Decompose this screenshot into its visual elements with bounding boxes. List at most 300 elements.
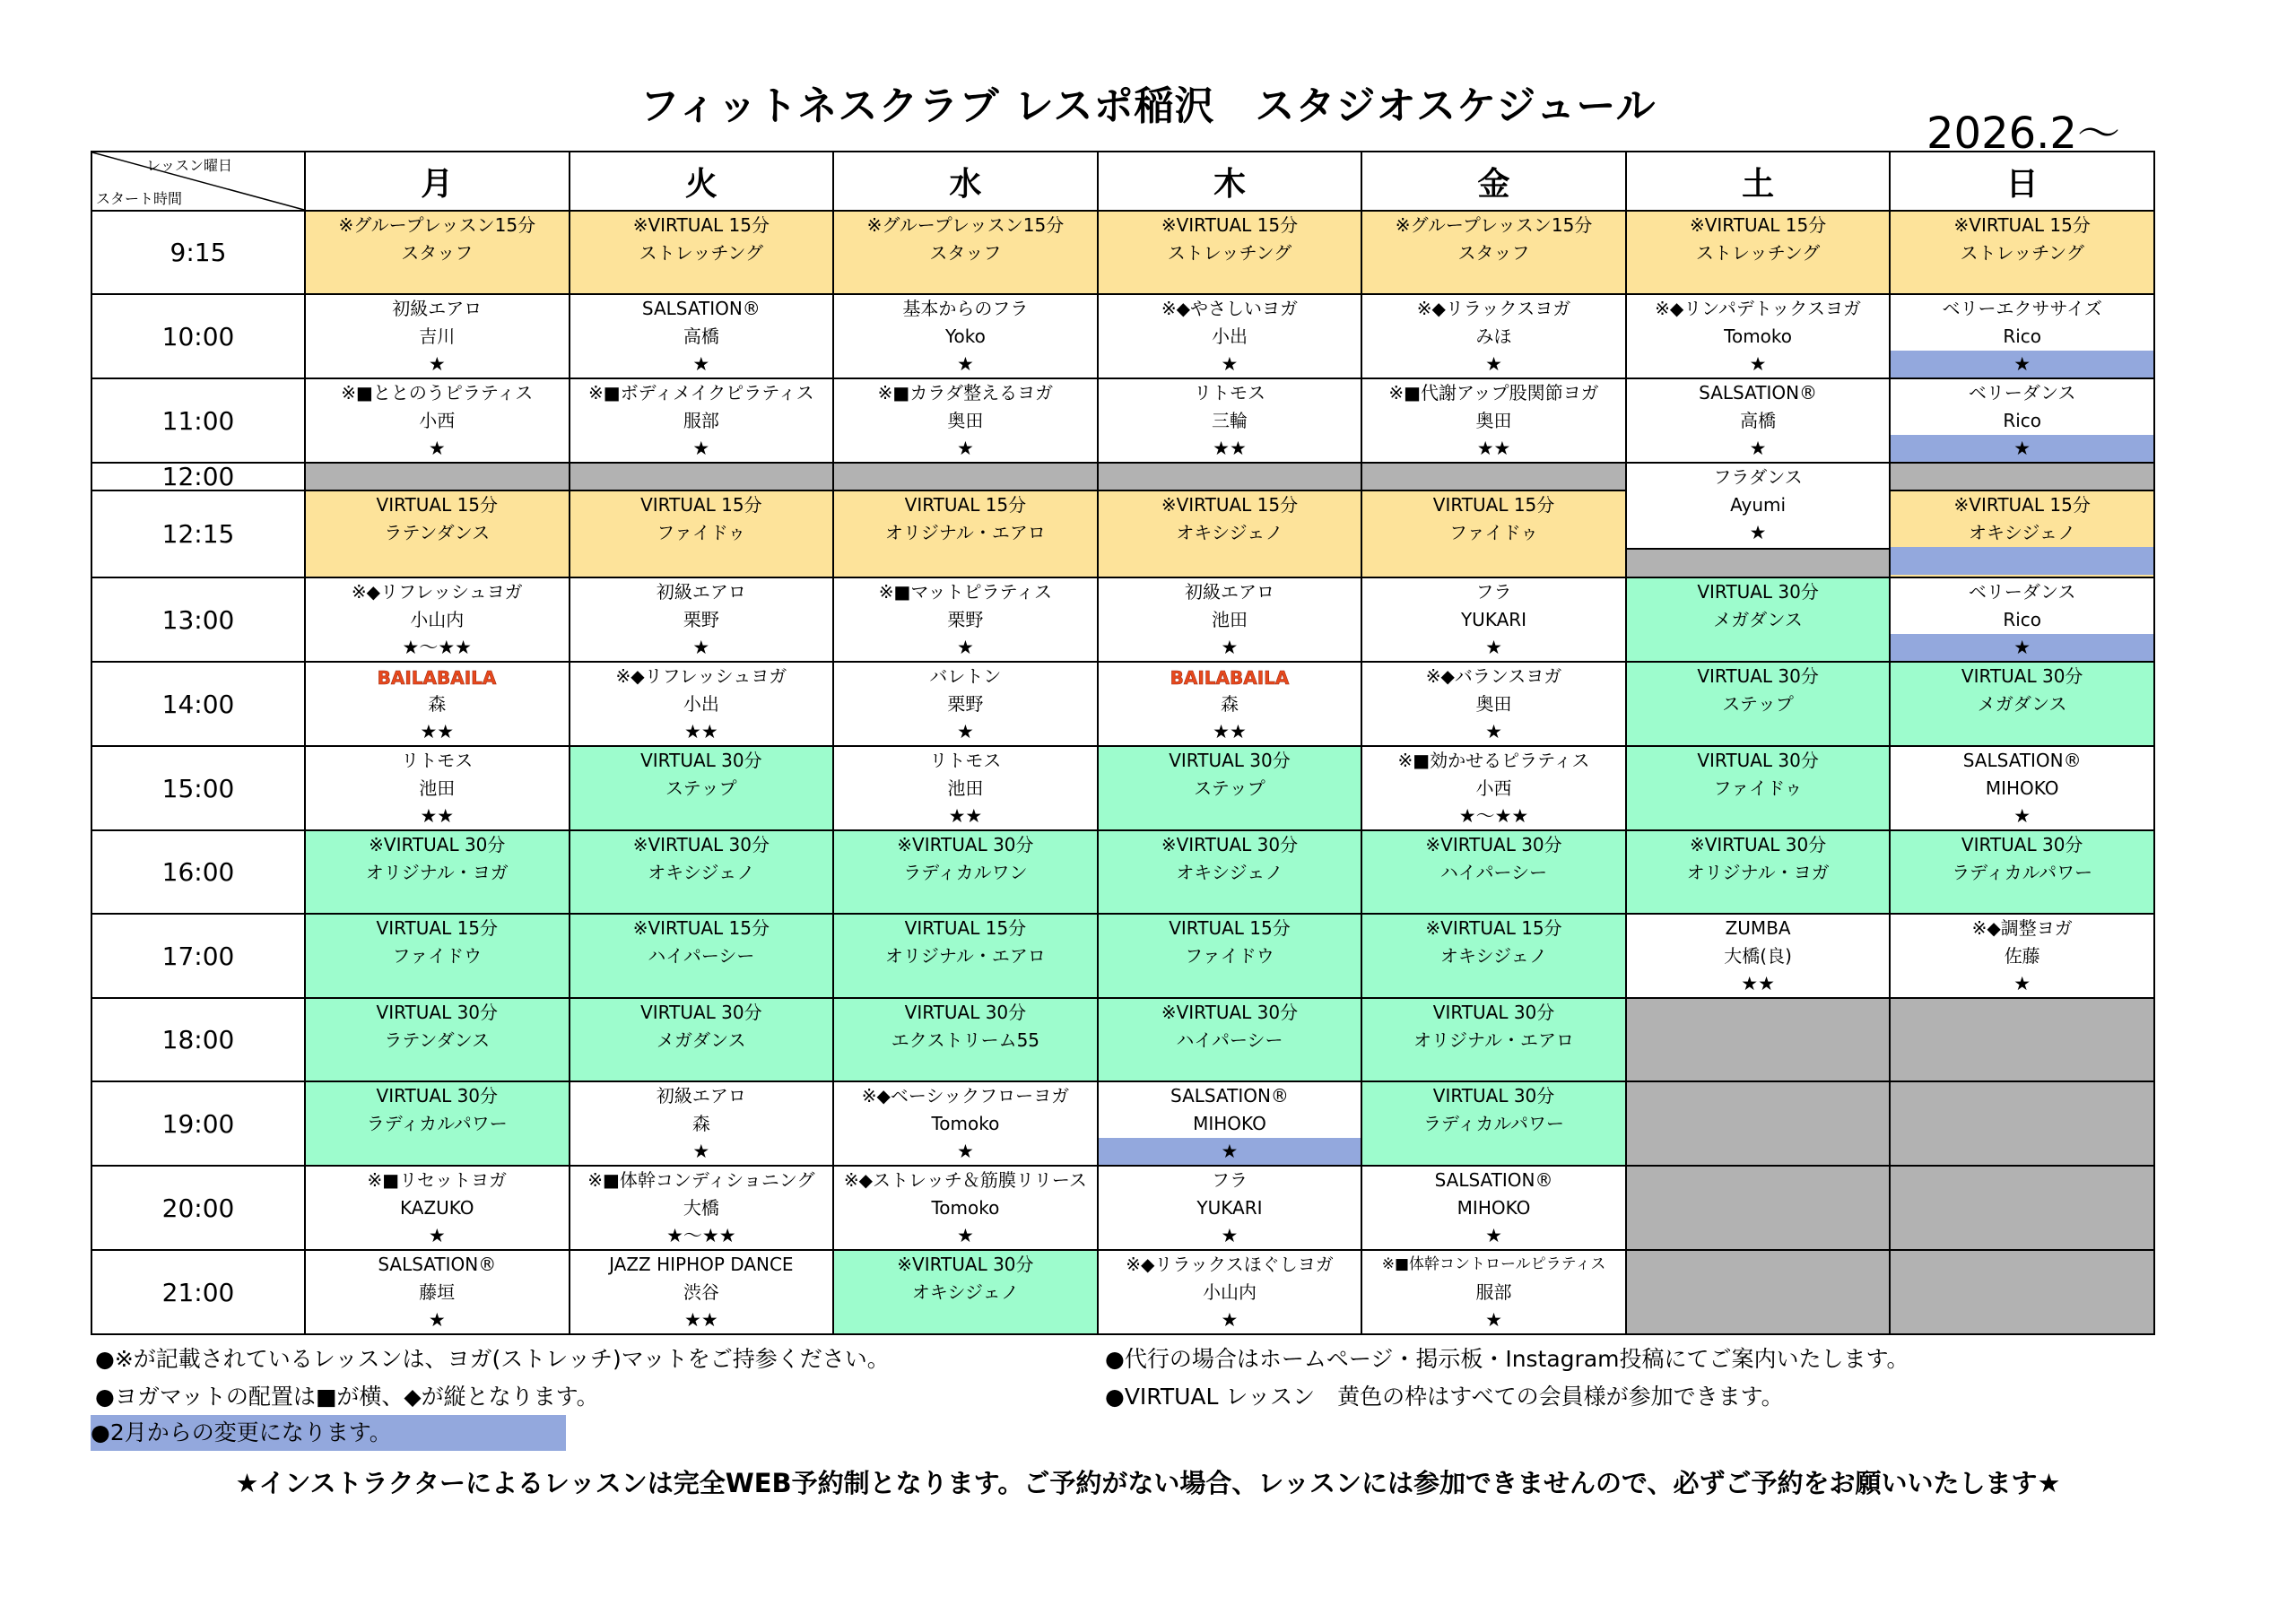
- lesson-detail: ステップ: [1194, 777, 1265, 799]
- time-row: [91, 577, 2154, 662]
- level-stars: ★: [1485, 1225, 1502, 1246]
- lesson-name: SALSATION®: [1170, 1085, 1289, 1107]
- empty-slot: [1626, 998, 1891, 1081]
- lesson-name: VIRTUAL 30分: [1432, 1085, 1555, 1107]
- lesson-detail: オリジナル・エアロ: [884, 945, 1046, 967]
- lesson-cell: [305, 746, 570, 830]
- time-label: 10:00: [91, 294, 305, 378]
- lesson-cell: [1098, 577, 1362, 662]
- empty-slot: [1626, 1081, 1891, 1166]
- time-row: [91, 914, 2154, 998]
- lesson-detail: ストレッチング: [1695, 242, 1821, 264]
- lesson-detail: オリジナル・ヨガ: [1686, 862, 1830, 883]
- time-label: 12:00: [91, 463, 305, 490]
- lesson-cell: [570, 998, 834, 1081]
- instructor: みほ: [1475, 325, 1512, 347]
- level-stars: ★: [692, 438, 710, 459]
- lesson-detail: オリジナル・エアロ: [1413, 1029, 1575, 1051]
- lesson-cell: [570, 1081, 834, 1166]
- lesson-cell: [1361, 1250, 1626, 1334]
- instructor: 池田: [1211, 609, 1248, 630]
- lesson-cell: [1098, 830, 1362, 914]
- lesson-cell: [1890, 294, 2154, 378]
- schedule-table: [91, 151, 2155, 1335]
- day-header: 金: [1361, 152, 1626, 211]
- lesson-detail: オリジナル・エアロ: [884, 522, 1046, 544]
- time-label: 15:00: [91, 746, 305, 830]
- instructor: Yoko: [944, 325, 986, 347]
- instructor: 大橋: [683, 1197, 719, 1219]
- lesson-cell: [570, 577, 834, 662]
- lesson-cell: [833, 662, 1098, 746]
- lesson-cell: [305, 914, 570, 998]
- lesson-cell: [1098, 211, 1362, 294]
- instructor: YUKARI: [1196, 1197, 1263, 1219]
- time-row: [91, 746, 2154, 830]
- lesson-name: ※◆リフレッシュヨガ: [615, 665, 787, 687]
- level-stars: ★〜★★: [1458, 805, 1529, 827]
- lesson-detail: ストレッチング: [1960, 242, 2084, 264]
- instructor: 小西: [419, 410, 456, 431]
- lesson-detail: ファイドウ: [1185, 945, 1274, 967]
- lesson-cell: [1098, 294, 1362, 378]
- empty-slot: [833, 463, 1098, 490]
- lesson-name: ※VIRTUAL 30分: [632, 834, 770, 855]
- level-stars: ★: [1221, 637, 1239, 658]
- lesson-cell: [1098, 378, 1362, 463]
- corner-cell: [91, 152, 305, 211]
- lesson-cell: [305, 378, 570, 463]
- lesson-cell: [1890, 914, 2154, 998]
- lesson-detail: ファイドウ: [392, 945, 483, 967]
- lesson-detail: ハイパーシー: [1176, 1029, 1283, 1051]
- lesson-detail: ラテンダンス: [384, 522, 491, 544]
- lesson-name: ※◆リラックスヨガ: [1416, 298, 1571, 319]
- time-label: 21:00: [91, 1250, 305, 1334]
- lesson-name: ※■カラダ整えるヨガ: [877, 382, 1054, 404]
- lesson-detail: ステップ: [665, 777, 737, 799]
- instructor: 栗野: [947, 693, 984, 715]
- lesson-name: ※■ととのうピラティス: [341, 382, 534, 404]
- lesson-name: ※◆リフレッシュヨガ: [351, 581, 523, 603]
- time-label: 20:00: [91, 1166, 305, 1250]
- day-header: 水: [833, 152, 1098, 211]
- lesson-name: ※◆やさしいヨガ: [1161, 298, 1299, 319]
- lesson-cell: [833, 1166, 1098, 1250]
- lesson-name: VIRTUAL 30分: [1697, 750, 1819, 771]
- instructor: 池田: [419, 777, 456, 799]
- svg-text:BAILABAILA: BAILABAILA: [1170, 667, 1290, 689]
- level-stars: ★: [428, 438, 446, 459]
- level-stars: ★★: [420, 721, 455, 742]
- lesson-cell: [1626, 378, 1891, 463]
- time-label: 9:15: [91, 211, 305, 294]
- lesson-name: リトモス: [929, 750, 1002, 771]
- note-mat-placement: ●ヨガマットの配置は■が横、◆が縦となります。: [95, 1384, 599, 1410]
- level-stars: ★★: [948, 805, 983, 827]
- instructor: 奥田: [1475, 410, 1512, 431]
- note-substitute: ●代行の場合はホームページ・掲示板・Instagram投稿にてご案内いたします。: [1105, 1346, 1909, 1372]
- lesson-cell: [1890, 830, 2154, 914]
- instructor: MIHOKO: [1985, 777, 2059, 799]
- lesson-cell: [1361, 294, 1626, 378]
- lesson-name: VIRTUAL 30分: [640, 1002, 762, 1023]
- time-label: 18:00: [91, 998, 305, 1081]
- lesson-name: VIRTUAL 30分: [1697, 665, 1819, 687]
- svg-text:BAILABAILA: BAILABAILA: [377, 667, 497, 689]
- lesson-cell: [1098, 662, 1362, 746]
- lesson-cell: [1626, 830, 1891, 914]
- lesson-cell: [1626, 463, 1891, 577]
- lesson-name: VIRTUAL 30分: [376, 1085, 499, 1107]
- level-stars: ★★: [420, 805, 455, 827]
- lesson-cell: [1890, 378, 2154, 463]
- level-stars: ★: [1221, 353, 1239, 375]
- instructor: Rico: [2003, 325, 2042, 347]
- lesson-detail: オキシジェノ: [1176, 862, 1283, 883]
- level-stars: ★: [1749, 522, 1767, 543]
- day-header: 木: [1098, 152, 1362, 211]
- lesson-detail: ラディカルパワー: [1423, 1113, 1565, 1134]
- day-header: 火: [570, 152, 834, 211]
- level-stars: ★: [1099, 1138, 1361, 1165]
- instructor: YUKARI: [1460, 609, 1527, 630]
- lesson-name: フラ: [1211, 1169, 1248, 1191]
- lesson-cell: [570, 830, 834, 914]
- empty-slot: [1890, 1250, 2154, 1334]
- lesson-cell: [833, 577, 1098, 662]
- lesson-cell: [1098, 1081, 1362, 1166]
- lesson-detail: エクストリーム55: [891, 1029, 1040, 1051]
- lesson-detail: ファイドゥ: [657, 522, 746, 544]
- lesson-name: ※グループレッスン15分: [1395, 214, 1593, 236]
- empty-slot: [1627, 548, 1890, 577]
- lesson-name: VIRTUAL 15分: [1432, 494, 1555, 516]
- lesson-name: VIRTUAL 30分: [1169, 750, 1291, 771]
- instructor: MIHOKO: [1193, 1113, 1266, 1134]
- change-marker: [1891, 547, 2153, 575]
- lesson-cell: [305, 211, 570, 294]
- lesson-cell: [1098, 914, 1362, 998]
- note-change: ●2月からの変更になります。: [91, 1415, 566, 1451]
- lesson-name: VIRTUAL 30分: [904, 1002, 1027, 1023]
- lesson-name: ※グループレッスン15分: [866, 214, 1065, 236]
- time-row: [91, 463, 2154, 490]
- instructor: 渋谷: [683, 1281, 719, 1303]
- empty-slot: [1890, 463, 2154, 490]
- lesson-cell: [305, 1250, 570, 1334]
- level-stars: ★: [1221, 1225, 1239, 1246]
- lesson-name: ※■代謝アップ股関節ヨガ: [1388, 382, 1599, 404]
- lesson-name: リトモス: [401, 750, 474, 771]
- time-label: 17:00: [91, 914, 305, 998]
- lesson-cell: [1361, 998, 1626, 1081]
- bailabaila-logo: [377, 665, 497, 689]
- empty-slot: [1626, 1166, 1891, 1250]
- lesson-name: ※VIRTUAL 30分: [1425, 834, 1562, 855]
- lesson-detail: スタッフ: [929, 242, 1002, 264]
- lesson-name: フラダンス: [1713, 466, 1803, 488]
- time-label: 19:00: [91, 1081, 305, 1166]
- lesson-cell: [1626, 746, 1891, 830]
- lesson-cell: [570, 914, 834, 998]
- lesson-name: ベリーダンス: [1968, 581, 2076, 603]
- time-row: [91, 662, 2154, 746]
- day-header: 土: [1626, 152, 1891, 211]
- instructor: Ayumi: [1730, 494, 1787, 516]
- lesson-name: SALSATION®: [641, 298, 761, 319]
- instructor: 高橋: [1740, 410, 1777, 431]
- time-label: 12:15: [91, 490, 305, 577]
- level-stars: ★: [956, 1225, 974, 1246]
- page-title: フィットネスクラブ レスポ稲沢 スタジオスケジュール: [639, 83, 1657, 129]
- empty-slot: [1890, 998, 2154, 1081]
- instructor: 高橋: [683, 325, 719, 347]
- lesson-cell: [305, 490, 570, 577]
- lesson-name: リトモス: [1193, 382, 1265, 404]
- lesson-name: VIRTUAL 30分: [640, 750, 762, 771]
- level-stars: ★: [2013, 973, 2031, 994]
- lesson-name: 初級エアロ: [656, 1085, 746, 1107]
- lesson-cell: [833, 378, 1098, 463]
- lesson-name: SALSATION®: [1962, 750, 2082, 771]
- lesson-cell: [305, 294, 570, 378]
- empty-slot: [1890, 1166, 2154, 1250]
- lesson-cell: [1361, 746, 1626, 830]
- instructor: 奥田: [947, 410, 984, 431]
- lesson-name: ※◆バランスヨガ: [1425, 665, 1562, 687]
- lesson-cell: [305, 1081, 570, 1166]
- lesson-cell: [305, 662, 570, 746]
- level-stars: ★★: [684, 1309, 718, 1331]
- lesson-cell: [1890, 662, 2154, 746]
- lesson-name: ※VIRTUAL 30分: [1161, 1002, 1299, 1023]
- lesson-name: ※◆ストレッチ＆筋膜リリース: [843, 1169, 1087, 1191]
- lesson-cell: [1361, 1081, 1626, 1166]
- level-stars: ★★: [1213, 438, 1247, 459]
- instructor: 小西: [1475, 777, 1512, 799]
- lesson-cell: [305, 998, 570, 1081]
- lesson-name: ※グループレッスン15分: [338, 214, 536, 236]
- instructor: 佐藤: [2004, 945, 2040, 967]
- level-stars: ★★: [1476, 438, 1511, 459]
- lesson-cell: [570, 378, 834, 463]
- lesson-cell: [833, 914, 1098, 998]
- lesson-cell: [570, 294, 834, 378]
- lesson-cell: [570, 211, 834, 294]
- level-stars: ★〜★★: [666, 1225, 736, 1246]
- lesson-detail: ストレッチング: [1167, 242, 1292, 264]
- empty-slot: [570, 463, 834, 490]
- lesson-name: VIRTUAL 15分: [376, 494, 499, 516]
- level-stars: ★: [428, 1309, 446, 1331]
- lesson-detail: オキシジェノ: [648, 862, 755, 883]
- lesson-name: フラ: [1475, 581, 1512, 603]
- lesson-cell: [833, 746, 1098, 830]
- empty-slot: [305, 463, 570, 490]
- lesson-cell: [833, 211, 1098, 294]
- instructor: 森: [428, 693, 447, 715]
- lesson-cell: [1361, 490, 1626, 577]
- lesson-cell: [833, 998, 1098, 1081]
- level-stars: ★〜★★: [402, 637, 473, 658]
- lesson-cell: [1361, 1166, 1626, 1250]
- instructor: 小山内: [410, 609, 465, 630]
- schedule-date: 2026.2〜: [1926, 108, 2120, 159]
- lesson-cell: [570, 662, 834, 746]
- lesson-cell: [1361, 662, 1626, 746]
- lesson-cell: [570, 1166, 834, 1250]
- lesson-name: ※VIRTUAL 15分: [1953, 214, 2091, 236]
- lesson-name: ベリーエクササイズ: [1942, 298, 2102, 319]
- lesson-name: ※VIRTUAL 30分: [369, 834, 506, 855]
- lesson-name: ※VIRTUAL 30分: [897, 1254, 1034, 1275]
- lesson-cell: [1890, 746, 2154, 830]
- instructor: 小出: [1211, 325, 1248, 347]
- lesson-cell: [1890, 490, 2154, 577]
- time-row: [91, 1166, 2154, 1250]
- instructor: 服部: [1475, 1281, 1512, 1303]
- instructor: KAZUKO: [400, 1197, 474, 1219]
- lesson-name: ※■ボディメイクピラティス: [588, 382, 814, 404]
- lesson-cell: [1626, 914, 1891, 998]
- note-virtual: ●VIRTUAL レッスン 黄色の枠はすべての会員様が参加できます。: [1105, 1384, 1784, 1410]
- lesson-cell: [1361, 830, 1626, 914]
- lesson-detail: ハイパーシー: [648, 945, 755, 967]
- lesson-cell: [1626, 211, 1891, 294]
- level-stars: ★★: [684, 721, 718, 742]
- lesson-detail: メガダンス: [1977, 693, 2067, 715]
- instructor: MIHOKO: [1457, 1197, 1531, 1219]
- time-row: [91, 830, 2154, 914]
- lesson-detail: オキシジェノ: [1176, 522, 1283, 544]
- lesson-name: ※■体幹コントロールピラティス: [1381, 1255, 1606, 1273]
- lesson-name: ※VIRTUAL 15分: [1689, 214, 1827, 236]
- corner-label-time: スタート時間: [96, 190, 183, 207]
- lesson-name: ※VIRTUAL 30分: [1161, 834, 1299, 855]
- level-stars: ★: [1485, 721, 1502, 742]
- instructor: 池田: [947, 777, 984, 799]
- lesson-cell: [1098, 490, 1362, 577]
- level-stars: ★: [428, 353, 446, 375]
- lesson-name: SALSATION®: [378, 1254, 497, 1275]
- level-stars: ★: [692, 637, 710, 658]
- lesson-name: 初級エアロ: [1184, 581, 1274, 603]
- corner-label-day: レッスン曜日: [146, 157, 232, 174]
- level-stars: ★: [1891, 351, 2153, 378]
- level-stars: ★: [1891, 634, 2153, 661]
- header-row: [91, 152, 2154, 211]
- lesson-name: ※◆調整ヨガ: [1971, 917, 2073, 939]
- lesson-cell: [570, 1250, 834, 1334]
- lesson-cell: [1626, 577, 1891, 662]
- lesson-cell: [833, 490, 1098, 577]
- level-stars: ★: [956, 637, 974, 658]
- level-stars: ★: [1221, 1309, 1239, 1331]
- lesson-name: ※VIRTUAL 15分: [1425, 917, 1562, 939]
- time-row: [91, 294, 2154, 378]
- lesson-name: JAZZ HIPHOP DANCE: [609, 1254, 794, 1275]
- lesson-name: ※■効かせるピラティス: [1397, 750, 1590, 771]
- lesson-detail: ラディカルワン: [903, 862, 1028, 883]
- lesson-name: ※◆ベーシックフローヨガ: [861, 1085, 1070, 1107]
- lesson-cell: [1361, 378, 1626, 463]
- time-row: [91, 1081, 2154, 1166]
- lesson-cell: [1098, 746, 1362, 830]
- lesson-cell: [833, 1250, 1098, 1334]
- lesson-name: ※VIRTUAL 15分: [1161, 214, 1299, 236]
- lesson-cell: [833, 1081, 1098, 1166]
- lesson-name: ※◆リラックスほぐしヨガ: [1126, 1254, 1334, 1275]
- lesson-name: ※■体幹コンディショニング: [587, 1169, 815, 1191]
- lesson-cell: [1626, 662, 1891, 746]
- lesson-detail: オキシジェノ: [1439, 945, 1548, 967]
- lesson-name: ※VIRTUAL 30分: [1689, 834, 1827, 855]
- lesson-name: ZUMBA: [1725, 917, 1791, 939]
- time-label: 16:00: [91, 830, 305, 914]
- lesson-cell: [570, 746, 834, 830]
- lesson-name: VIRTUAL 15分: [376, 917, 499, 939]
- lesson-name: VIRTUAL 15分: [904, 917, 1027, 939]
- time-row: [91, 998, 2154, 1081]
- lesson-cell: [305, 577, 570, 662]
- lesson-name: 初級エアロ: [392, 298, 483, 319]
- note-mat: ●※が記載されているレッスンは、ヨガ(ストレッチ)マットをご持参ください。: [95, 1346, 890, 1372]
- lesson-detail: ステップ: [1722, 693, 1794, 715]
- lesson-name: VIRTUAL 30分: [1961, 665, 2083, 687]
- time-label: 11:00: [91, 378, 305, 463]
- level-stars: ★: [1749, 353, 1767, 375]
- lesson-cell: [305, 830, 570, 914]
- lesson-name: VIRTUAL 15分: [1169, 917, 1291, 939]
- lesson-cell: [1890, 211, 2154, 294]
- empty-slot: [1890, 1081, 2154, 1166]
- time-row: [91, 1250, 2154, 1334]
- lesson-name: VIRTUAL 30分: [1432, 1002, 1555, 1023]
- lesson-cell: [833, 294, 1098, 378]
- empty-slot: [1361, 463, 1626, 490]
- lesson-name: 基本からのフラ: [902, 298, 1029, 319]
- lesson-cell: [1361, 577, 1626, 662]
- lesson-name: VIRTUAL 30分: [1961, 834, 2083, 855]
- level-stars: ★: [692, 353, 710, 375]
- level-stars: ★: [1485, 1309, 1502, 1331]
- lesson-detail: スタッフ: [401, 242, 474, 264]
- lesson-name: ※■リセットヨガ: [367, 1169, 508, 1191]
- instructor: 森: [691, 1113, 710, 1134]
- day-header: 月: [305, 152, 570, 211]
- lesson-detail: ラディカルパワー: [366, 1113, 508, 1134]
- lesson-detail: オキシジェノ: [1969, 522, 2076, 544]
- time-row: [91, 378, 2154, 463]
- instructor: 藤垣: [419, 1281, 456, 1303]
- level-stars: ★★: [1741, 973, 1775, 994]
- lesson-detail: ハイパーシー: [1439, 862, 1548, 883]
- instructor: 大橋(良): [1724, 945, 1792, 967]
- lesson-name: ※◆リンパデトックスヨガ: [1655, 298, 1862, 319]
- level-stars: ★: [956, 438, 974, 459]
- lesson-name: VIRTUAL 15分: [904, 494, 1027, 516]
- lesson-cell: [570, 490, 834, 577]
- lesson-detail: ストレッチング: [639, 242, 764, 264]
- instructor: Tomoko: [931, 1113, 1000, 1134]
- instructor: 服部: [683, 410, 719, 431]
- level-stars: ★: [2013, 805, 2031, 827]
- lesson-cell: [1098, 1250, 1362, 1334]
- instructor: 栗野: [683, 609, 719, 630]
- lesson-cell: [305, 1166, 570, 1250]
- time-label: 14:00: [91, 662, 305, 746]
